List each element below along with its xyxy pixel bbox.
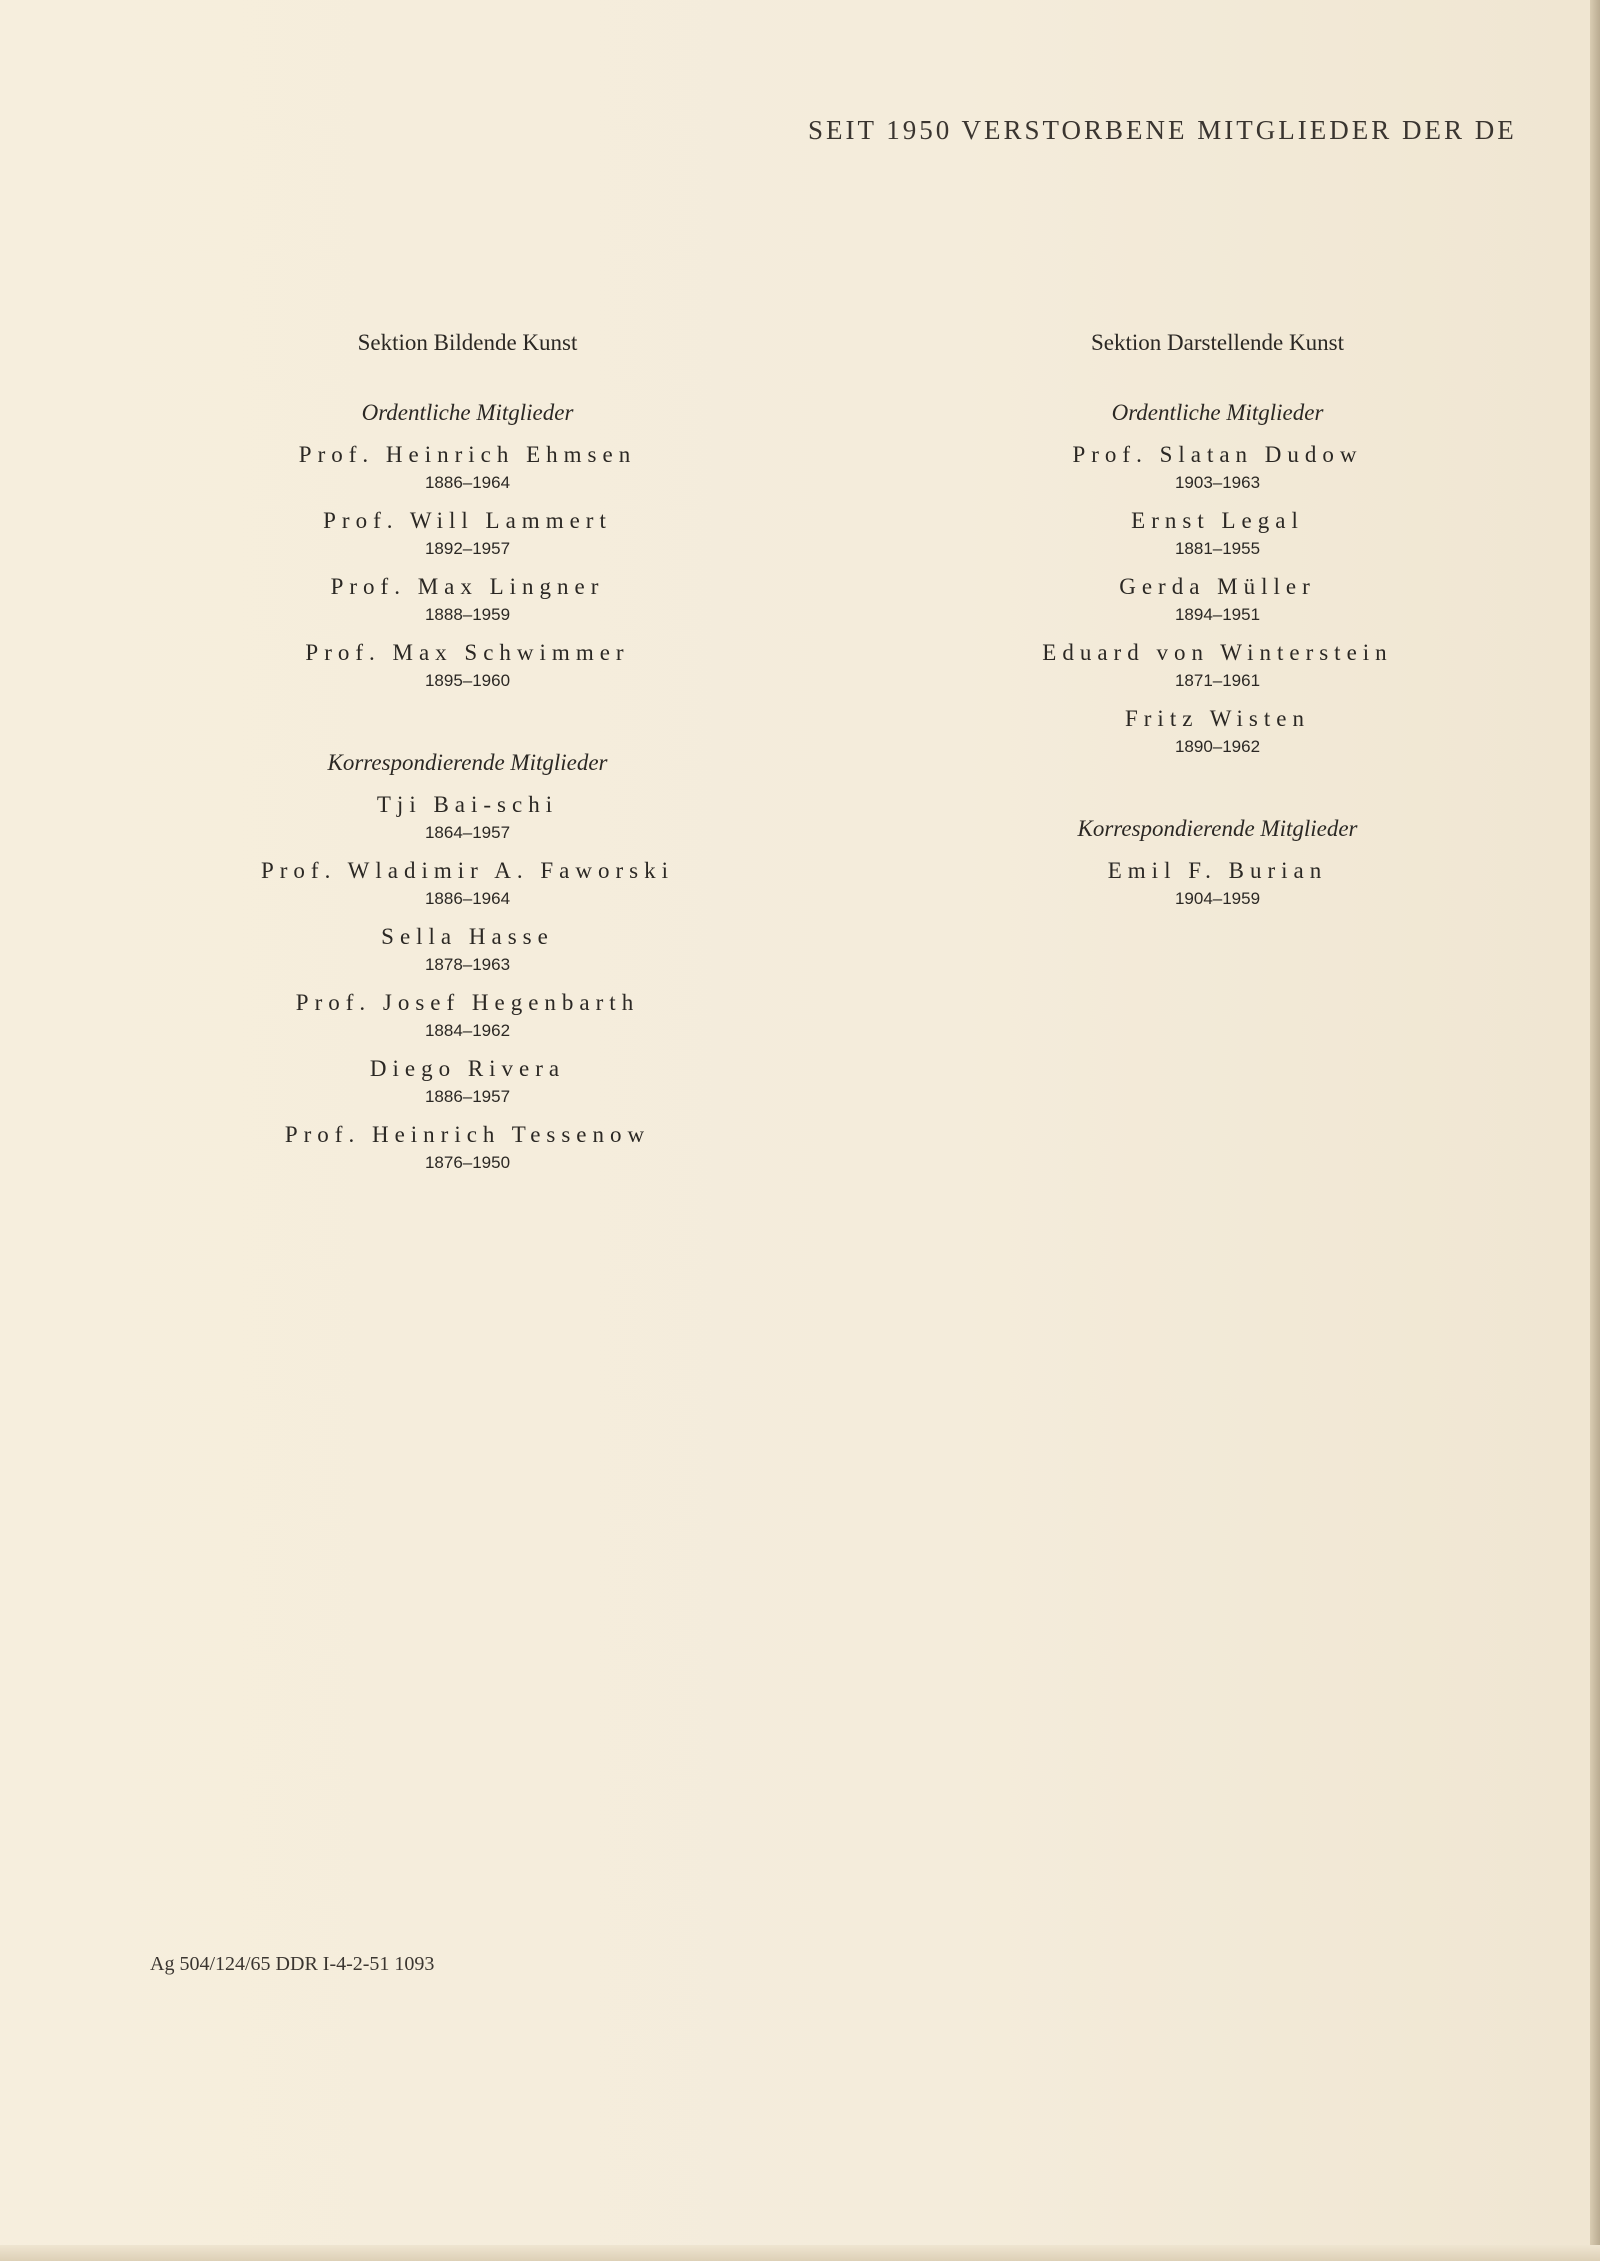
member-years: 1876–1950 [424, 1153, 511, 1172]
member-entry [945, 505, 1490, 561]
group-title-ordentliche: Ordentliche Mitglieder [1111, 400, 1324, 425]
member-name: Prof. Max Lingner [330, 574, 605, 599]
member-entry [195, 1119, 740, 1175]
member-name: Diego Rivera [369, 1056, 566, 1081]
member-entry [195, 921, 740, 977]
member-years: 1903–1963 [1174, 473, 1261, 492]
member-years: 1878–1963 [424, 955, 511, 974]
group-title-korrespondierende: Korrespondierende Mitglieder [327, 750, 608, 775]
member-years: 1886–1957 [424, 1087, 511, 1106]
member-entry [195, 439, 740, 495]
member-entry [195, 987, 740, 1043]
member-name: Prof. Max Schwimmer [305, 640, 630, 665]
section-title: Sektion Bildende Kunst [357, 330, 578, 355]
member-list-korrespondierende [195, 789, 740, 1175]
member-name: Prof. Heinrich Tessenow [284, 1122, 651, 1147]
column-darstellende-kunst [945, 325, 1490, 921]
member-name: Fritz Wisten [1124, 706, 1310, 731]
member-years: 1894–1951 [1174, 605, 1261, 624]
member-years: 1886–1964 [424, 473, 511, 492]
member-years: 1895–1960 [424, 671, 511, 690]
member-entry [945, 703, 1490, 759]
member-name: Ernst Legal [1131, 508, 1304, 533]
page-header: SEIT 1950 VERSTORBENE MITGLIEDER DER DE [808, 115, 1517, 145]
member-name: Gerda Müller [1119, 574, 1316, 599]
member-entry [945, 855, 1490, 911]
bottom-edge [0, 2245, 1600, 2261]
member-entry [945, 637, 1490, 693]
member-name: Prof. Will Lammert [323, 508, 612, 533]
member-name: Prof. Josef Hegenbarth [295, 990, 640, 1015]
member-years: 1886–1964 [424, 889, 511, 908]
member-list-korrespondierende [945, 855, 1490, 911]
member-years: 1888–1959 [424, 605, 511, 624]
member-entry [195, 1053, 740, 1109]
member-list-ordentliche [945, 439, 1490, 759]
member-entry [945, 571, 1490, 627]
section-title: Sektion Darstellende Kunst [1091, 330, 1344, 355]
member-name: Prof. Heinrich Ehmsen [298, 442, 637, 467]
member-name: Prof. Slatan Dudow [1072, 442, 1363, 467]
member-entry [945, 439, 1490, 495]
member-years: 1864–1957 [424, 823, 511, 842]
member-name: Sella Hasse [381, 924, 554, 949]
member-entry [195, 571, 740, 627]
member-name: Eduard von Winterstein [1042, 640, 1393, 665]
print-code: Ag 504/124/65 DDR I-4-2-51 1093 [150, 1953, 435, 1975]
member-name: Prof. Wladimir A. Faworski [260, 858, 675, 883]
member-years: 1881–1955 [1174, 539, 1261, 558]
member-entry [195, 505, 740, 561]
member-name: Tji Bai-schi [376, 792, 559, 817]
member-years: 1890–1962 [1174, 737, 1261, 756]
member-entry [195, 855, 740, 911]
member-years: 1904–1959 [1174, 889, 1261, 908]
group-title-korrespondierende: Korrespondierende Mitglieder [1077, 816, 1358, 841]
group-title-ordentliche: Ordentliche Mitglieder [361, 400, 574, 425]
member-entry [195, 637, 740, 693]
member-years: 1892–1957 [424, 539, 511, 558]
member-list-ordentliche [195, 439, 740, 693]
column-bildende-kunst [195, 325, 740, 1185]
member-name: Emil F. Burian [1107, 858, 1328, 883]
member-years: 1871–1961 [1174, 671, 1261, 690]
member-entry [195, 789, 740, 845]
page-edge [1590, 0, 1600, 2261]
member-years: 1884–1962 [424, 1021, 511, 1040]
